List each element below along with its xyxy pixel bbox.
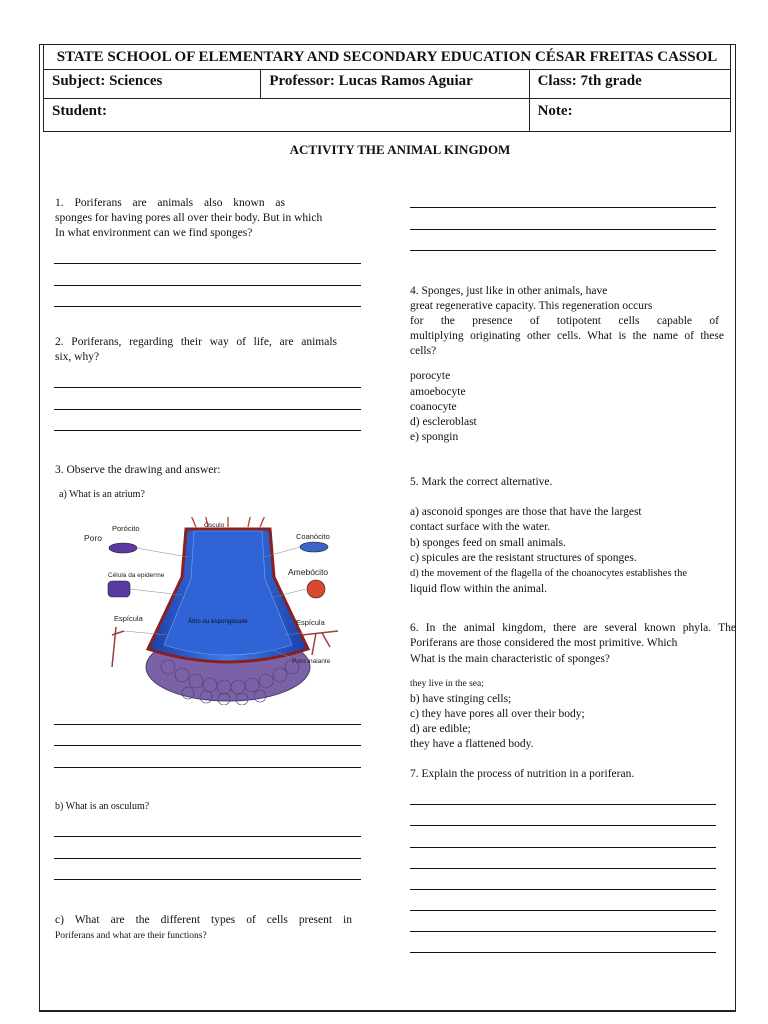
label-choanocyte: Coanócito [296, 532, 330, 541]
q7-answer-line[interactable] [410, 868, 716, 869]
label-amoebocyte: Amebócito [288, 567, 329, 577]
q4-option[interactable]: d) escleroblast [410, 416, 477, 428]
label-inhalant-pore: Poro inalante [292, 658, 331, 665]
q6-line1: 6. In the animal kingdom, there are several known phyla. The [410, 622, 736, 634]
q3a-answer-line[interactable] [54, 724, 361, 725]
q7-answer-line[interactable] [410, 847, 716, 848]
q3b-answer-line[interactable] [54, 858, 361, 859]
q4-option[interactable]: e) spongin [410, 431, 459, 443]
q3-a: a) What is an atrium? [59, 489, 145, 500]
q2-answer-line[interactable] [54, 430, 361, 431]
q3b-answer-line[interactable] [54, 836, 361, 837]
q3a-answer-line[interactable] [54, 745, 361, 746]
class-cell: Class: 7th grade [537, 73, 642, 89]
school-name: STATE SCHOOL OF ELEMENTARY AND SECONDARY EDUCATION CÉSAR FREITAS CASSOL [43, 44, 731, 70]
q6-option-d[interactable]: d) are edible; [410, 723, 471, 735]
q4-line1: 4. Sponges, just like in other animals, have [410, 285, 608, 297]
q2-answer-line[interactable] [54, 409, 361, 410]
label-osculum: Ósculo [204, 522, 225, 529]
q1-line3: In what environment can we find sponges? [55, 227, 253, 239]
q5-intro: 5. Mark the correct alternative. [410, 476, 553, 488]
label-pore: Poro [84, 533, 102, 543]
q7-answer-line[interactable] [410, 825, 716, 826]
q1-answer-line[interactable] [54, 306, 361, 307]
q1-line2: sponges for having pores all over their body. But in which [55, 212, 323, 224]
q3-c-line1: c) What are the different types of cells present in [55, 914, 352, 926]
label-porocyte: Porócito [112, 524, 140, 533]
q3b-answer-line[interactable] [54, 879, 361, 880]
q5-option-c[interactable]: c) spicules are the resistant structures of sponges. [410, 552, 637, 564]
q7-answer-line[interactable] [410, 952, 716, 953]
q3-c-line2: Poriferans and what are their functions? [55, 931, 207, 941]
q5-option-a[interactable]: a) asconoid sponges are those that have the largest [410, 506, 642, 518]
left-spicule [112, 627, 124, 667]
q4-line2: great regenerative capacity. This regeneration occurs [410, 300, 653, 312]
choanocyte-cell [300, 542, 328, 552]
q7-answer-line[interactable] [410, 804, 716, 805]
porocyte-cell [109, 543, 137, 553]
sponge-anatomy-diagram [78, 517, 368, 705]
subject-cell: Subject: Sciences [44, 70, 261, 98]
q4-line3: for the presence of totipotent cells capable of [410, 315, 719, 327]
q3-intro: 3. Observe the drawing and answer: [55, 464, 221, 476]
q1-answer-line[interactable] [54, 285, 361, 286]
label-atrium: Átrio ou espongiocele [188, 618, 248, 625]
q1-continued-line[interactable] [410, 250, 716, 251]
label-spicule-right: Espícula [296, 618, 325, 627]
q2-line2: six, why? [55, 351, 100, 363]
epidermis-cell [108, 581, 130, 597]
q6-option-b[interactable]: b) have stinging cells; [410, 693, 512, 705]
q7-line1: 7. Explain the process of nutrition in a poriferan. [410, 768, 635, 780]
label-spicule-left: Espícula [114, 614, 143, 623]
q6-option-e[interactable]: they have a flattened body. [410, 738, 534, 750]
note-field[interactable]: Note: [537, 103, 573, 119]
q7-answer-line[interactable] [410, 910, 716, 911]
q1-answer-line[interactable] [54, 263, 361, 264]
q3a-answer-line[interactable] [54, 767, 361, 768]
activity-title: ACTIVITY THE ANIMAL KINGDOM [289, 142, 511, 157]
q6-line2: Poriferans are those considered the most primitive. Which [410, 637, 678, 649]
q6-line3: What is the main characteristic of sponges? [410, 653, 610, 665]
professor-cell: Professor: Lucas Ramos Aguiar [261, 70, 529, 98]
amoebocyte-cell [307, 580, 325, 598]
q7-answer-line[interactable] [410, 889, 716, 890]
header-row-subject [43, 69, 731, 99]
q5-option-d-cont: liquid flow within the animal. [410, 583, 548, 595]
q4-line4: multiplying originating other cells. What is the name of these [410, 330, 724, 342]
q5-option-a-cont: contact surface with the water. [410, 521, 551, 533]
q5-option-b[interactable]: b) sponges feed on small animals. [410, 537, 566, 549]
q6-option-a[interactable]: they live in the sea; [410, 679, 484, 689]
student-field[interactable]: Student: [44, 99, 530, 131]
q1-continued-line[interactable] [410, 229, 716, 230]
q1-continued-line[interactable] [410, 207, 716, 208]
q4-line5: cells? [410, 345, 437, 357]
q1-line1: 1. Poriferans are animals also known as [55, 197, 285, 209]
q4-option[interactable]: amoebocyte [410, 386, 466, 398]
q4-option[interactable]: porocyte [410, 370, 451, 382]
header-row-student [43, 98, 731, 132]
label-epidermis-cell: Célula da epiderme [108, 572, 165, 579]
q6-option-c[interactable]: c) they have pores all over their body; [410, 708, 585, 720]
q7-answer-line[interactable] [410, 931, 716, 932]
q5-option-d[interactable]: d) the movement of the flagella of the choanocytes establishes the [410, 568, 687, 579]
q4-option[interactable]: coanocyte [410, 401, 457, 413]
q2-line1: 2. Poriferans, regarding their way of life, are animals [55, 336, 337, 348]
q2-answer-line[interactable] [54, 387, 361, 388]
right-spicule [302, 631, 338, 655]
q3-b: b) What is an osculum? [55, 801, 150, 812]
